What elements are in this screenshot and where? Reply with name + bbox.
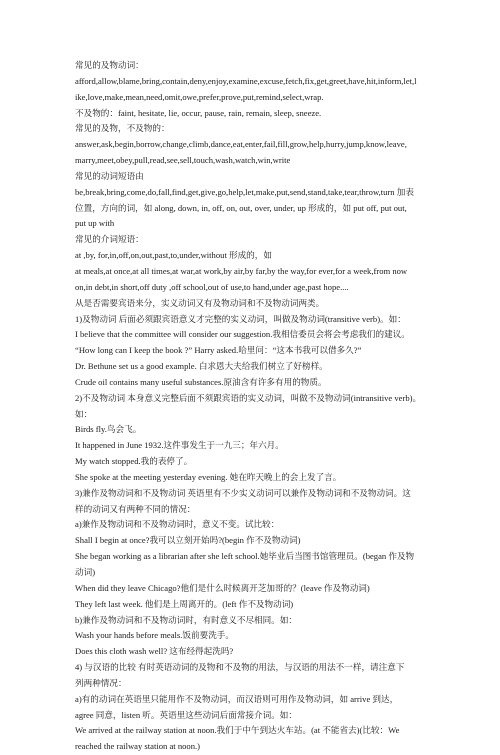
- text-line: It happened in June 1932.这件事发生于一九三；年六月。: [75, 440, 284, 451]
- text-line: b)兼作及物动词和不及物动词时，有时意义不尽相同。如：: [75, 614, 298, 625]
- text-line: 常见的及物，不及物的：: [75, 123, 170, 134]
- text-line: marry,meet,obey,pull,read,see,sell,touch,wash,watch,win,write: [75, 155, 291, 166]
- text-line: Crude oil contains many useful substances.原油含有许多有用的物质。: [75, 376, 327, 387]
- text-line: I believe that the committee will consider our suggestion.我相信委员会将会考虑我们的建议。: [75, 329, 410, 340]
- text-line: 列两种情况：: [75, 677, 127, 688]
- text-line: a)有的动词在英语里只能用作不及物动词，而汉语则可用作及物动词，如 arrive 到达，: [75, 693, 399, 704]
- text-line: at meals,at once,at all times,at war,at work,by air,by far,by the way,for ever,for a week,from now: [75, 265, 408, 276]
- text-line: Wash your hands before meals.饭前要洗手。: [75, 630, 234, 641]
- text-line: When did they leave Chicago?他们是什么时候离开芝加哥的？(leave 作及物动词): [75, 582, 370, 593]
- text-line: Does this cloth wash well? 这布经得起洗吗?: [75, 646, 234, 657]
- text-line: ike,love,make,mean,need,omit,owe,prefer,prove,put,remind,select,wrap.: [75, 91, 324, 102]
- text-line: 常见的介词短语：: [75, 234, 144, 245]
- text-line: They left last week. 他们是上周离开的。(left 作不及物动词): [75, 598, 294, 609]
- text-line: We arrived at the railway station at noon.我们于中午到达火车站。(at 不能省去)(比较：We: [75, 725, 400, 736]
- text-line: She began working as a librarian after she left school.她毕业后当图书馆管理员。(began 作及物: [75, 551, 415, 562]
- text-line: Birds fly.鸟会飞。: [75, 424, 142, 435]
- text-line: 常见的及物动词：: [75, 60, 144, 70]
- text-line: 不及物的：faint, hesitate, lie, occur, pause, rain, remain, sleep, sneeze.: [75, 107, 322, 118]
- text-line: 动词): [75, 567, 96, 577]
- text-line: 1)及物动词 后面必须跟宾语意义才完整的实义动词，叫做及物动词(transitive verb)。如：: [75, 313, 406, 324]
- text-line: 2)不及物动词 本身意义完整后面不须跟宾语的实义动词，叫做不及物动词(intransitive verb)。: [75, 392, 422, 403]
- text-line: be,break,bring,come,do,fall,find,get,give,go,help,let,make,put,send,stand,take,tear,throw,turn 加表: [75, 186, 414, 197]
- text-line: at ,by, for,in,off,on,out,past,to,under,without 形成的，如: [75, 250, 272, 261]
- text-line: 常见的动词短语由: [75, 170, 144, 181]
- text-line: 3)兼作及物动词和不及物动词 英语里有不少实义动词可以兼作及物动词和不及物动词。这: [75, 487, 411, 498]
- text-line: agree 同意，listen 听。英语里这些动词后面常接介词。如：: [75, 709, 297, 720]
- text-line: “How long can I keep the book ?” Harry asked.哈里问：“这本书我可以借多久?”: [75, 345, 362, 356]
- text-line: on,in debt,in short,off duty ,off school,out of use,to hand,under age,past hope....: [75, 281, 349, 292]
- text-line: 位置，方向的词，如 along, down, in, off, on, out, over, under, up 形成的，如 put off, put out,: [75, 202, 407, 213]
- text-line: Shall I begin at once?我可以立刻开始吗?(begin 作不及物动词): [75, 535, 301, 546]
- text-line: answer,ask,begin,borrow,change,climb,dance,eat,enter,fail,fill,grow,help,hurry,jump,know,leave,: [75, 139, 407, 150]
- text-line: 4) 与汉语的比较 有时英语动词的及物和不及物的用法，与汉语的用法不一样，请注意下: [75, 662, 405, 673]
- text-line: put up with: [75, 218, 115, 229]
- text-line: She spoke at the meeting yesterday evening. 她在昨天晚上的会上发了言。: [75, 471, 342, 482]
- text-line: 如：: [75, 408, 93, 419]
- text-line: afford,allow,blame,bring,contain,deny,enjoy,examine,excuse,fetch,fix,get,greet,have,hit,inform,let,l: [75, 75, 417, 86]
- text-line: Dr. Bethune set us a good example. 白求恩大夫给我们树立了好榜样。: [75, 361, 328, 372]
- text-line: a)兼作及物动词和不及物动词时，意义不变。试比较：: [75, 519, 280, 530]
- text-line: 从是否需要宾语来分，实义动词又有及物动词和不及物动词两类。: [75, 297, 325, 308]
- text-line: My watch stopped.我的表停了。: [75, 456, 193, 467]
- text-line: reached the railway station at noon.): [75, 741, 201, 752]
- text-line: 样的动词又有两种不同的情况：: [75, 503, 196, 514]
- document-page: [75, 58, 435, 755]
